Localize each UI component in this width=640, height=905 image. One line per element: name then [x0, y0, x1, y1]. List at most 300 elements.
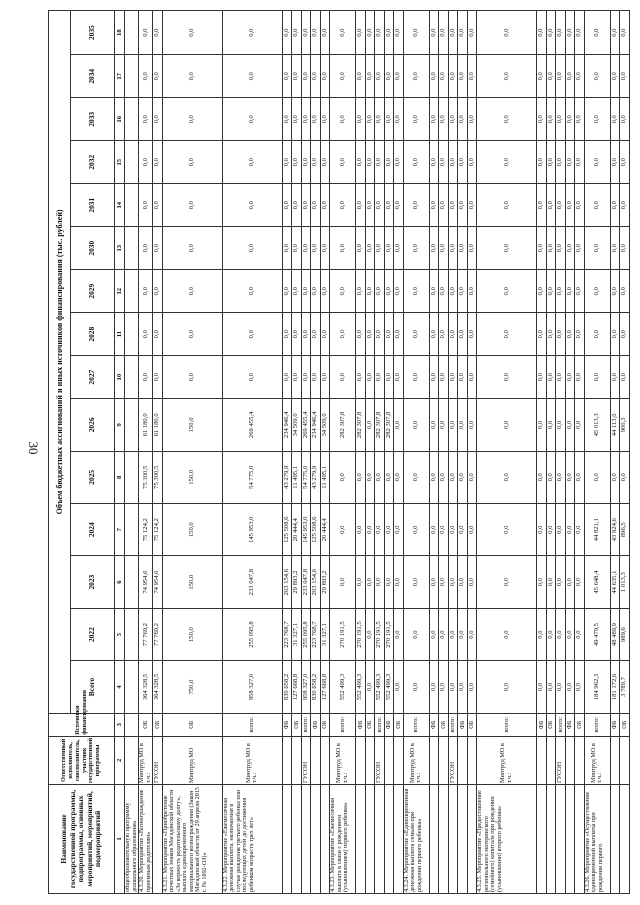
- row-value: 223 768,7: [311, 608, 321, 660]
- row-value: 0,0: [394, 227, 404, 270]
- row-value: 0,0: [565, 11, 575, 55]
- row-value: 150,0: [162, 556, 222, 608]
- row-value: 44 821,1: [584, 504, 610, 556]
- row-value: 0,0: [153, 313, 163, 356]
- row-value: 0,0: [356, 55, 366, 98]
- year-header: 2024: [71, 504, 115, 556]
- table-row: [311, 11, 321, 894]
- row-value: 125 508,6: [311, 504, 321, 556]
- row-value: 0,0: [311, 141, 321, 184]
- row-value: 75 124,2: [139, 504, 153, 556]
- table-row: [458, 11, 468, 894]
- row-value: 0,0: [439, 556, 449, 608]
- row-value: 0,0: [537, 98, 547, 141]
- row-value: 0,0: [429, 55, 439, 98]
- row-source: всего:: [301, 713, 311, 736]
- header-responsible: Ответственный исполнитель, соисполнитель, участник государственной программы: [49, 736, 115, 784]
- row-value: 0,0: [610, 98, 620, 141]
- row-value: 234 946,4: [311, 399, 321, 451]
- row-value: 282 307,8: [384, 399, 394, 451]
- row-value: 0,0: [292, 184, 302, 227]
- row-value: 0,0: [365, 141, 375, 184]
- row-value: 0,0: [537, 11, 547, 55]
- row-name: [537, 784, 547, 893]
- row-value: 282 307,8: [356, 399, 366, 451]
- row-value: 0,0: [610, 55, 620, 98]
- row-value: 0,0: [301, 356, 311, 399]
- row-name: [565, 784, 575, 893]
- row-value: 0,0: [546, 141, 556, 184]
- row-value: 0,0: [320, 98, 330, 141]
- row-value: 0,0: [311, 270, 321, 313]
- row-source: ОБ: [162, 713, 222, 736]
- row-value: 11 495,1: [292, 451, 302, 503]
- row-value: 0,0: [477, 356, 537, 399]
- year-header: 2030: [71, 227, 115, 270]
- row-value: 0,0: [375, 451, 385, 503]
- row-value: [125, 399, 139, 451]
- row-value: 0,0: [139, 141, 153, 184]
- row-value: 0,0: [439, 141, 449, 184]
- row-name: [375, 784, 385, 893]
- row-responsible: [467, 736, 477, 784]
- row-value: 0,0: [394, 11, 404, 55]
- row-value: 0,0: [439, 98, 449, 141]
- row-value: 269 455,4: [222, 399, 282, 451]
- row-value: 0,0: [620, 227, 630, 270]
- row-value: 0,0: [620, 55, 630, 98]
- column-number: 14: [115, 184, 125, 227]
- row-value: 0,0: [556, 313, 566, 356]
- row-responsible: Минтруд МО в т.ч.:: [403, 736, 429, 784]
- row-value: 0,0: [311, 356, 321, 399]
- row-value: 0,0: [565, 661, 575, 713]
- row-value: 0,0: [546, 661, 556, 713]
- row-value: 0,0: [610, 184, 620, 227]
- table-row: [301, 11, 311, 894]
- row-name: [384, 784, 394, 893]
- row-value: 127 668,8: [292, 661, 302, 713]
- row-value: 0,0: [556, 11, 566, 55]
- column-number: 9: [115, 399, 125, 451]
- row-value: 0,0: [403, 184, 429, 227]
- row-value: 0,0: [556, 184, 566, 227]
- row-value: 0,0: [458, 608, 468, 660]
- row-value: 0,0: [375, 184, 385, 227]
- row-source: всего:: [556, 713, 566, 736]
- row-value: 0,0: [467, 661, 477, 713]
- row-value: 0,0: [448, 451, 458, 503]
- row-value: 49 479,5: [584, 608, 610, 660]
- row-value: 43 924,6: [610, 504, 620, 556]
- year-header: 2025: [71, 451, 115, 503]
- row-name: 4.3.23. Мероприятие «Ежемесячная выплата в связи с рождением (усыновлением) первого ребенка»: [330, 784, 356, 893]
- row-value: 0,0: [477, 504, 537, 556]
- row-value: 0,0: [546, 399, 556, 451]
- row-value: 0,0: [292, 141, 302, 184]
- row-value: 0,0: [477, 451, 537, 503]
- row-responsible: [320, 736, 330, 784]
- row-value: 0,0: [546, 11, 556, 55]
- table-row: [439, 11, 449, 894]
- row-value: 0,0: [537, 141, 547, 184]
- row-value: 0,0: [477, 55, 537, 98]
- row-value: 0,0: [477, 608, 537, 660]
- row-value: 0,0: [320, 356, 330, 399]
- row-value: 0,0: [282, 55, 292, 98]
- row-value: 0,0: [292, 55, 302, 98]
- row-value: 0,0: [610, 141, 620, 184]
- row-value: 0,0: [320, 141, 330, 184]
- row-value: 0,0: [365, 504, 375, 556]
- row-name: 4.3.25. Мероприятие «Предоставление регионального материнского (семейного) капитала при рождении (усыновлении) второго ребенка»: [477, 784, 537, 893]
- row-value: 0,0: [467, 184, 477, 227]
- row-value: 0,0: [584, 451, 610, 503]
- row-value: 0,0: [311, 55, 321, 98]
- row-value: 0,0: [565, 356, 575, 399]
- row-value: 0,0: [575, 11, 585, 55]
- row-value: 74 954,6: [139, 556, 153, 608]
- row-value: 0,0: [439, 11, 449, 55]
- column-number: 12: [115, 270, 125, 313]
- row-value: 0,0: [458, 399, 468, 451]
- row-value: 0,0: [458, 313, 468, 356]
- row-value: 29 893,2: [320, 556, 330, 608]
- row-value: 0,0: [565, 227, 575, 270]
- row-value: 0,0: [162, 55, 222, 98]
- year-header: 2032: [71, 141, 115, 184]
- row-value: 0,0: [477, 556, 537, 608]
- row-value: 0,0: [537, 451, 547, 503]
- row-value: 0,0: [365, 356, 375, 399]
- row-source: всего:: [403, 713, 429, 736]
- row-value: 0,0: [575, 661, 585, 713]
- row-value: 0,0: [301, 313, 311, 356]
- row-responsible: [546, 736, 556, 784]
- year-header: 2027: [71, 356, 115, 399]
- table-row: [139, 11, 153, 894]
- row-value: 0,0: [403, 11, 429, 55]
- row-value: 0,0: [467, 504, 477, 556]
- row-value: 0,0: [365, 451, 375, 503]
- row-name: 4.3.26. Мероприятие «Осуществление единовременной выплаты при рождении первого: [584, 784, 610, 893]
- row-value: 0,0: [439, 270, 449, 313]
- row-source: ОБ: [292, 713, 302, 736]
- row-responsible: [439, 736, 449, 784]
- row-value: 0,0: [356, 504, 366, 556]
- row-value: 0,0: [375, 11, 385, 55]
- row-source: ФБ: [384, 713, 394, 736]
- row-value: 0,0: [477, 227, 537, 270]
- row-value: [125, 356, 139, 399]
- row-value: 0,0: [311, 98, 321, 141]
- row-value: 0,0: [439, 313, 449, 356]
- row-value: 0,0: [162, 313, 222, 356]
- row-source: ОБ: [546, 713, 556, 736]
- year-header: 2035: [71, 11, 115, 55]
- row-value: 0,0: [222, 356, 282, 399]
- row-value: 0,0: [477, 661, 537, 713]
- row-value: 0,0: [403, 98, 429, 141]
- row-value: 0,0: [365, 227, 375, 270]
- table-row: [356, 11, 366, 894]
- row-value: 0,0: [477, 313, 537, 356]
- row-source: ОБ: [394, 713, 404, 736]
- row-value: 0,0: [448, 661, 458, 713]
- header-group: Объем бюджетных ассигнований и иных источников финансирования (тыс. рублей): [49, 11, 71, 714]
- row-value: 0,0: [301, 227, 311, 270]
- row-value: 20 444,4: [292, 504, 302, 556]
- row-value: 0,0: [575, 313, 585, 356]
- row-value: 0,0: [375, 556, 385, 608]
- row-value: 0,0: [429, 98, 439, 141]
- row-value: 0,0: [139, 270, 153, 313]
- row-name: [301, 784, 311, 893]
- row-value: 0,0: [467, 11, 477, 55]
- row-value: 0,0: [394, 661, 404, 713]
- row-name: [429, 784, 439, 893]
- row-value: 0,0: [330, 313, 356, 356]
- row-value: 0,0: [356, 98, 366, 141]
- year-header: 2029: [71, 270, 115, 313]
- row-value: 0,0: [458, 270, 468, 313]
- row-value: 958 327,0: [301, 661, 311, 713]
- row-value: 270 191,5: [375, 608, 385, 660]
- row-name: общеобразовательную программу дошкольного образования»: [125, 784, 139, 893]
- row-value: 830 658,2: [311, 661, 321, 713]
- row-value: 958 327,0: [222, 661, 282, 713]
- row-source: всего:: [222, 713, 282, 736]
- row-value: 145 953,0: [222, 504, 282, 556]
- row-value: 0,0: [439, 661, 449, 713]
- row-value: 0,0: [153, 55, 163, 98]
- row-value: 0,0: [365, 313, 375, 356]
- row-value: 0,0: [458, 227, 468, 270]
- row-value: 900,3: [620, 399, 630, 451]
- row-value: 0,0: [429, 556, 439, 608]
- row-value: 0,0: [282, 141, 292, 184]
- row-value: 0,0: [556, 55, 566, 98]
- row-value: 750,0: [162, 661, 222, 713]
- row-value: 0,0: [458, 356, 468, 399]
- column-number: 13: [115, 227, 125, 270]
- row-value: 0,0: [610, 270, 620, 313]
- row-responsible: [620, 736, 630, 784]
- row-value: 0,0: [458, 55, 468, 98]
- row-responsible: Минтруд МО: [162, 736, 222, 784]
- row-value: 48 489,9: [610, 608, 620, 660]
- row-value: 45 013,3: [584, 399, 610, 451]
- row-responsible: [125, 736, 139, 784]
- row-value: 0,0: [575, 451, 585, 503]
- row-value: 0,0: [153, 98, 163, 141]
- row-value: 150,0: [162, 399, 222, 451]
- row-value: 0,0: [584, 98, 610, 141]
- row-value: 0,0: [610, 451, 620, 503]
- row-value: 11 495,1: [320, 451, 330, 503]
- header-name: Наименование государственной программы, подпрограммы, основных мероприятий, мероприятий, подмероприятий: [49, 784, 115, 893]
- row-value: 0,0: [467, 556, 477, 608]
- row-value: 0,0: [467, 608, 477, 660]
- row-value: 0,0: [565, 98, 575, 141]
- row-value: 0,0: [439, 608, 449, 660]
- row-value: 0,0: [384, 227, 394, 270]
- row-value: 0,0: [375, 55, 385, 98]
- row-value: 0,0: [162, 184, 222, 227]
- row-value: 0,0: [162, 98, 222, 141]
- row-value: 0,0: [356, 451, 366, 503]
- column-number: 1: [115, 784, 125, 893]
- row-value: 0,0: [403, 661, 429, 713]
- row-value: 0,0: [429, 184, 439, 227]
- row-value: [125, 313, 139, 356]
- row-value: 0,0: [375, 141, 385, 184]
- row-value: 0,0: [546, 451, 556, 503]
- row-value: 0,0: [546, 227, 556, 270]
- row-value: 233 047,8: [301, 556, 311, 608]
- row-value: 0,0: [153, 184, 163, 227]
- row-value: 270 191,5: [330, 608, 356, 660]
- row-value: 75 300,5: [139, 451, 153, 503]
- year-header: 2031: [71, 184, 115, 227]
- row-value: 0,0: [365, 270, 375, 313]
- row-value: 0,0: [584, 141, 610, 184]
- row-name: [292, 784, 302, 893]
- row-value: 0,0: [394, 451, 404, 503]
- row-value: 0,0: [394, 356, 404, 399]
- row-value: 0,0: [282, 270, 292, 313]
- row-source: ОБ: [139, 713, 153, 736]
- row-value: 0,0: [222, 313, 282, 356]
- row-value: 0,0: [320, 184, 330, 227]
- row-value: 0,0: [311, 184, 321, 227]
- row-source: всего:: [375, 713, 385, 736]
- row-responsible: [429, 736, 439, 784]
- row-value: 255 095,8: [222, 608, 282, 660]
- row-value: 61 180,0: [139, 399, 153, 451]
- row-value: 552 499,3: [356, 661, 366, 713]
- row-value: 0,0: [584, 313, 610, 356]
- row-value: 0,0: [429, 661, 439, 713]
- row-value: 989,6: [620, 608, 630, 660]
- row-value: 0,0: [467, 451, 477, 503]
- row-value: 0,0: [292, 270, 302, 313]
- row-responsible: ГУСОН: [301, 736, 311, 784]
- row-value: 0,0: [584, 55, 610, 98]
- row-responsible: Минтруд МО в т.ч.:: [477, 736, 537, 784]
- table-row: [575, 11, 585, 894]
- row-value: [125, 98, 139, 141]
- row-value: 127 668,8: [320, 661, 330, 713]
- row-value: 0,0: [292, 356, 302, 399]
- row-value: 0,0: [403, 451, 429, 503]
- row-value: 0,0: [556, 399, 566, 451]
- row-value: 0,0: [537, 270, 547, 313]
- row-name: [394, 784, 404, 893]
- row-value: 0,0: [282, 227, 292, 270]
- row-value: [125, 661, 139, 713]
- row-value: 1 013,3: [620, 556, 630, 608]
- row-value: 0,0: [282, 356, 292, 399]
- row-value: 0,0: [546, 55, 556, 98]
- row-value: 0,0: [537, 504, 547, 556]
- table-row: [556, 11, 566, 894]
- header-source: Источники финансирования: [49, 713, 115, 736]
- row-value: 0,0: [565, 451, 575, 503]
- row-value: 0,0: [139, 98, 153, 141]
- row-value: 0,0: [162, 11, 222, 55]
- row-value: 0,0: [384, 556, 394, 608]
- row-value: 0,0: [458, 98, 468, 141]
- row-value: 0,0: [556, 270, 566, 313]
- row-value: 0,0: [546, 98, 556, 141]
- row-value: 43 279,9: [282, 451, 292, 503]
- row-value: 0,0: [384, 270, 394, 313]
- table-row: [477, 11, 537, 894]
- row-source: [125, 713, 139, 736]
- row-source: ОБ: [439, 713, 449, 736]
- row-value: 75 124,2: [153, 504, 163, 556]
- row-value: [125, 141, 139, 184]
- row-value: 0,0: [394, 184, 404, 227]
- row-responsible: [537, 736, 547, 784]
- row-value: 0,0: [301, 11, 311, 55]
- row-value: 0,0: [439, 356, 449, 399]
- row-source: ОБ: [320, 713, 330, 736]
- row-value: 234 946,4: [282, 399, 292, 451]
- row-value: 0,0: [448, 184, 458, 227]
- row-value: 0,0: [584, 356, 610, 399]
- row-value: 0,0: [458, 556, 468, 608]
- row-value: 0,0: [356, 270, 366, 313]
- row-source: ФБ: [537, 713, 547, 736]
- row-value: 0,0: [301, 141, 311, 184]
- row-responsible: [311, 736, 321, 784]
- table-row: [282, 11, 292, 894]
- row-source: всего:: [584, 713, 610, 736]
- row-value: 0,0: [139, 184, 153, 227]
- column-number: 10: [115, 356, 125, 399]
- row-value: 364 328,5: [139, 661, 153, 713]
- row-responsible: Минтруд МО в т.ч.:: [330, 736, 356, 784]
- table-row: [537, 11, 547, 894]
- row-value: 0,0: [365, 98, 375, 141]
- row-value: 0,0: [301, 270, 311, 313]
- row-name: [282, 784, 292, 893]
- row-value: 0,0: [365, 608, 375, 660]
- table-row: [429, 11, 439, 894]
- row-value: 150,0: [162, 451, 222, 503]
- row-value: 0,0: [301, 98, 311, 141]
- row-name: [365, 784, 375, 893]
- column-number: 4: [115, 661, 125, 713]
- row-value: 270 191,5: [356, 608, 366, 660]
- row-value: 0,0: [394, 141, 404, 184]
- row-value: 0,0: [477, 98, 537, 141]
- row-value: 0,0: [330, 504, 356, 556]
- table-row: [365, 11, 375, 894]
- column-number: 11: [115, 313, 125, 356]
- row-value: 0,0: [429, 608, 439, 660]
- row-value: 0,0: [320, 270, 330, 313]
- row-value: 0,0: [467, 55, 477, 98]
- row-value: 0,0: [282, 184, 292, 227]
- row-name: [556, 784, 566, 893]
- row-value: 45 648,4: [584, 556, 610, 608]
- row-value: 0,0: [584, 227, 610, 270]
- row-value: 0,0: [458, 661, 468, 713]
- row-value: 34 509,0: [292, 399, 302, 451]
